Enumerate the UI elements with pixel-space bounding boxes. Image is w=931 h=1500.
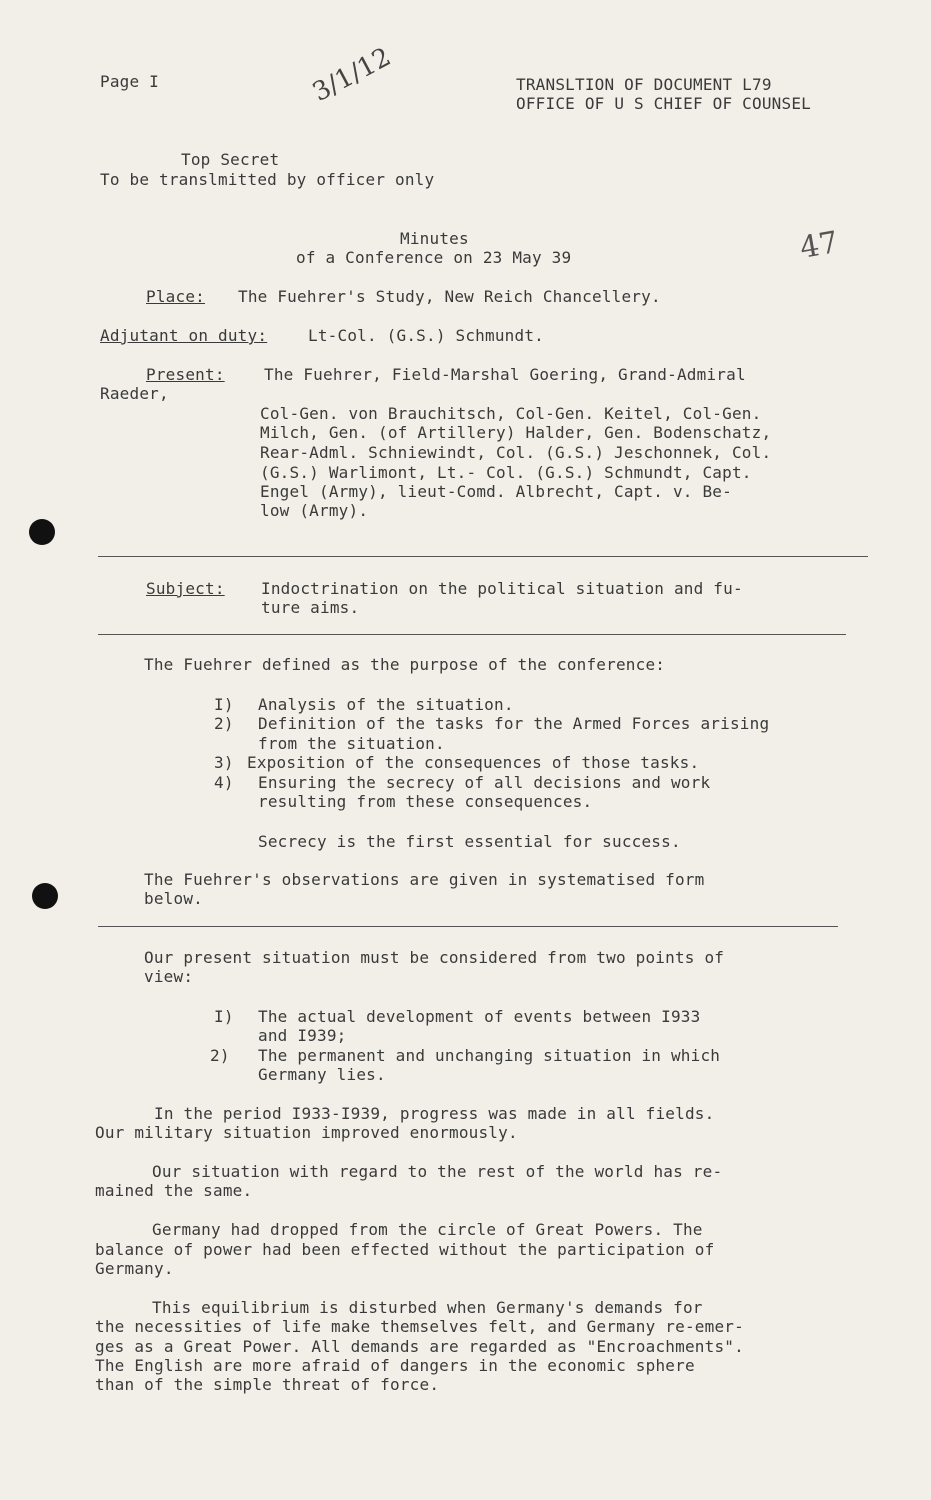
present-line: Milch, Gen. (of Artillery) Halder, Gen. Bodenschatz, [260, 423, 772, 442]
place-label: Place: [146, 287, 205, 306]
subject-line: Indoctrination on the political situation and fu- [261, 579, 743, 598]
purpose-item-text: Ensuring the secrecy of all decisions and work [258, 773, 711, 792]
observations-line: below. [144, 889, 203, 908]
divider [98, 926, 838, 927]
classification-line-2: To be translmitted by officer only [100, 170, 435, 189]
situation-item-text: Germany lies. [258, 1065, 386, 1084]
title-conference: of a Conference on 23 May 39 [296, 248, 572, 267]
present-line: Rear-Adml. Schniewindt, Col. (G.S.) Jeschonnek, Col. [260, 443, 772, 462]
purpose-intro: The Fuehrer defined as the purpose of the conference: [144, 655, 666, 674]
paragraph-line: balance of power had been effected without the participation of [95, 1240, 715, 1259]
purpose-item-text: Analysis of the situation. [258, 695, 514, 714]
translation-line: TRANSLTION OF DOCUMENT L79 [516, 75, 772, 94]
present-line: Engel (Army), lieut-Comd. Albrecht, Capt. v. Be- [260, 482, 732, 501]
present-label: Present: [146, 365, 225, 384]
paragraph-line: Germany had dropped from the circle of Great Powers. The [152, 1220, 703, 1239]
present-line: Col-Gen. von Brauchitsch, Col-Gen. Keitel, Col-Gen. [260, 404, 762, 423]
paragraph-line: Our military situation improved enormously. [95, 1123, 518, 1142]
paragraph-line: Germany. [95, 1259, 174, 1278]
secrecy-statement: Secrecy is the first essential for success. [258, 832, 681, 851]
divider [98, 556, 868, 557]
situation-item-text: The permanent and unchanging situation in which [258, 1046, 721, 1065]
handwritten-mark: 47 [797, 224, 841, 267]
paragraph-line: mained the same. [95, 1181, 253, 1200]
page-label: Page I [100, 72, 159, 91]
adjutant-label: Adjutant on duty: [100, 326, 268, 345]
office-line: OFFICE OF U S CHIEF OF COUNSEL [516, 94, 811, 113]
present-line: Raeder, [100, 384, 169, 403]
purpose-item-number: 4) [214, 773, 234, 792]
present-line: low (Army). [260, 501, 369, 520]
paragraph-line: ges as a Great Power. All demands are regarded as "Encroachments". [95, 1337, 744, 1356]
purpose-item-text: Exposition of the consequences of those tasks. [247, 753, 700, 772]
purpose-item-text: Definition of the tasks for the Armed Forces arising [258, 714, 770, 733]
purpose-item-number: 2) [214, 714, 234, 733]
observations-line: The Fuehrer's observations are given in systematised form [144, 870, 705, 889]
punch-hole-top [29, 519, 55, 545]
paragraph-line: In the period I933-I939, progress was made in all fields. [154, 1104, 715, 1123]
present-line: The Fuehrer, Field-Marshal Goering, Grand-Admiral [264, 365, 746, 384]
paragraph-line: The English are more afraid of dangers in the economic sphere [95, 1356, 695, 1375]
handwritten-note: 3/1/12 [307, 42, 396, 108]
purpose-item-number: 3) [214, 753, 234, 772]
present-line: (G.S.) Warlimont, Lt.- Col. (G.S.) Schmundt, Capt. [260, 463, 752, 482]
title-minutes: Minutes [400, 229, 469, 248]
purpose-item-number: I) [214, 695, 234, 714]
purpose-item-text: from the situation. [258, 734, 445, 753]
paragraph-line: the necessities of life make themselves felt, and Germany re-emer- [95, 1317, 744, 1336]
subject-label: Subject: [146, 579, 225, 598]
place-text: The Fuehrer's Study, New Reich Chancellery. [238, 287, 661, 306]
punch-hole-bottom [32, 883, 58, 909]
situation-item-number: I) [214, 1007, 234, 1026]
divider [98, 634, 846, 635]
adjutant-text: Lt-Col. (G.S.) Schmundt. [308, 326, 544, 345]
purpose-item-text: resulting from these consequences. [258, 792, 593, 811]
paragraph-line: This equilibrium is disturbed when Germany's demands for [152, 1298, 703, 1317]
subject-line: ture aims. [261, 598, 360, 617]
situation-intro: Our present situation must be considered from two points of [144, 948, 725, 967]
situation-item-text: and I939; [258, 1026, 347, 1045]
paragraph-line: than of the simple threat of force. [95, 1375, 440, 1394]
paragraph-line: Our situation with regard to the rest of the world has re- [152, 1162, 723, 1181]
situation-item-text: The actual development of events between I933 [258, 1007, 701, 1026]
classification-line-1: Top Secret [181, 150, 280, 169]
situation-intro: view: [144, 967, 194, 986]
situation-item-number: 2) [210, 1046, 230, 1065]
